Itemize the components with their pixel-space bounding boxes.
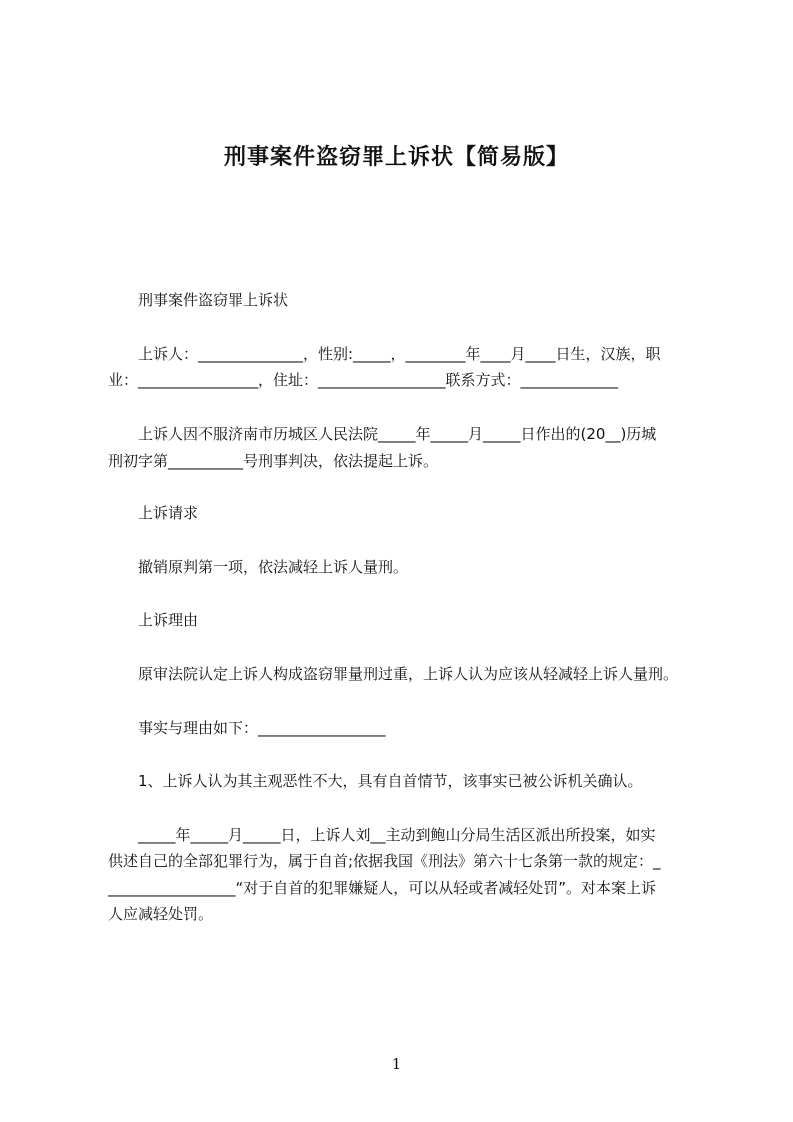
notice-line-1: 上诉人因不服济南市历城区人民法院_____年_____月_____日作出的(20__)历城 — [138, 425, 657, 443]
fact-1-detail-line-1: _____年_____月_____日，上诉人刘__主动到鲍山分局生活区派出所投案，如实 — [138, 826, 656, 844]
fact-1-detail-line-4: 人应减轻处罚。 — [108, 905, 214, 923]
request-body: 撤销原判第一项，依法减轻上诉人量刑。 — [138, 558, 409, 576]
page-number: 1 — [391, 1055, 402, 1073]
fact-1-detail-line-3: _________________“对于自首的犯罪嫌疑人，可以从轻或者减轻处罚”。对本案上诉 — [108, 879, 657, 897]
facts-intro: 事实与理由如下：_________________ — [138, 719, 386, 737]
appellant-line-1: 上诉人：______________，性别:_____，________年____月____日生，汉族，职 — [138, 345, 661, 363]
request-heading: 上诉请求 — [138, 504, 199, 522]
fact-1-detail-line-2: 供述自己的全部犯罪行为，属于自首;依据我国《刑法》第六十七条第一款的规定：_ — [108, 852, 661, 870]
fact-1: 1、上诉人认为其主观恶性不大，具有自首情节，该事实已被公诉机关确认。 — [138, 772, 643, 790]
document-title: 刑事案件盗窃罪上诉状【简易版】 — [223, 145, 569, 170]
appellant-line-2: 业：________________，住址：_________________联系方式：_____________ — [108, 371, 619, 389]
heading-paragraph: 刑事案件盗窃罪上诉状 — [138, 291, 289, 309]
reason-body: 原审法院认定上诉人构成盗窃罪量刑过重，上诉人认为应该从轻减轻上诉人量刑。 — [138, 665, 679, 683]
notice-line-2: 刑初字第__________号刑事判决，依法提起上诉。 — [108, 452, 439, 470]
reason-heading: 上诉理由 — [138, 611, 199, 629]
